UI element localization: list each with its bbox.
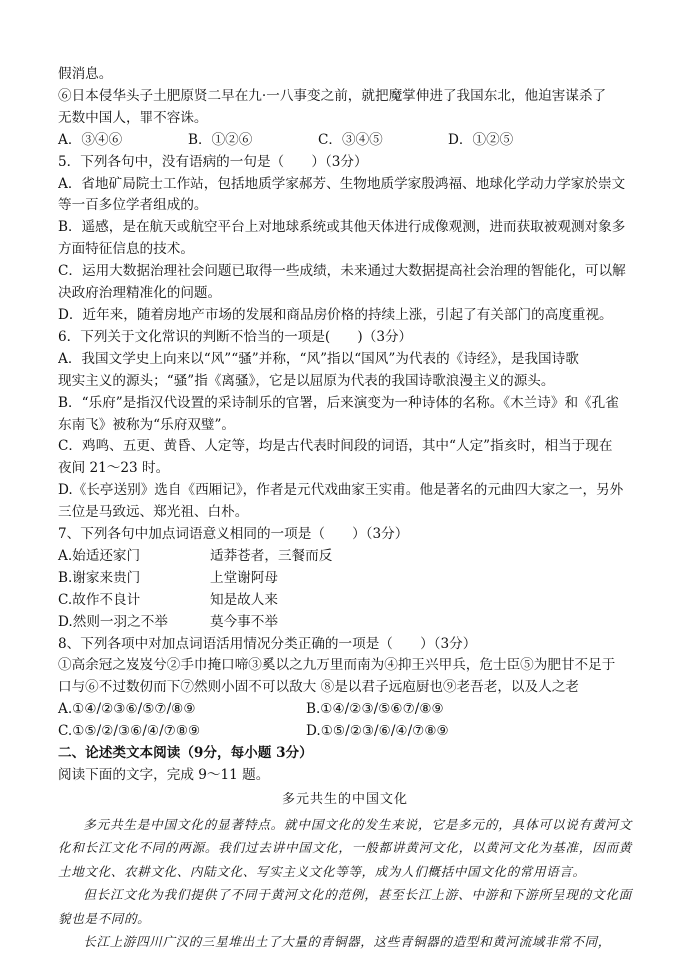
q7-stem: 7、下列各句中加点词语意义相同的一项是（ ）（3分） [58,526,409,543]
article-body [58,813,632,954]
section-heading: 二、论述类文本阅读（9分，每小题 3分） [58,745,313,762]
q5-option-a: A．省地矿局院士工作站，包括地质学家郝芳、生物地质学家殷鸿福、地球化学动力学家於崇文 [58,175,626,192]
q8-text-line: 口与⑥不过数仞而下⑦然则小固不可以敌大 ⑧是以君子远庖厨也⑨老吾老，以及人之老 [58,679,579,696]
q5-option-c: C．运用大数据治理社会问题已取得一些成绩，未来通过大数据提高社会治理的智能化，可以解 [58,263,626,280]
q6-option-a: A．我国文学史上向来以“风”“骚”并称，“风”指以“国风”为代表的《诗经》，是我国诗歌 [58,350,579,367]
text-line: 无数中国人，罪不容诛。 [58,109,208,126]
q5-option-c-cont: 决政府治理精准化的问题。 [58,285,222,302]
article-title: 多元共生的中国文化 [281,791,408,807]
q4-option-c: C．③④⑤ [318,131,383,148]
q7-row-left: C.故作不良计 [58,591,141,608]
q4-options [58,130,632,152]
q8-text-line: ①高余冠之岌岌兮②手巾掩口啼③奚以之九万里而南为④抑王兴甲兵，危士臣⑤为肥甘不足于 [58,657,616,674]
q6-option-d: D.《长亭送别》选自《西厢记》，作者是元代戏曲家王实甫。他是著名的元曲四大家之一，另外 [58,482,624,499]
article-paragraph: 长江上游四川广汉的三星堆出土了大量的青铜器，这些青铜器的造型和黄河流域非常不同， [83,934,611,950]
q6-stem: 6．下列关于文化常识的判断不恰当的一项是( )（3分） [58,328,413,345]
q7-row [58,590,632,612]
q5-stem: 5．下列各句中，没有语病的一句是（ ）（3分） [58,153,368,170]
q7-row-right: 莫今事不举 [210,613,278,630]
q7-row-left: A.始适还家门 [58,547,141,564]
q6-option-b-cont: 东南飞》被称为“乐府双璧”。 [58,416,236,433]
q7-row-right: 适莽苍者，三餐而反 [210,547,333,564]
q7-row [58,568,632,590]
q5-option-a-cont: 等一百多位学者组成的。 [58,197,208,214]
q7-row [58,546,632,568]
q5-option-b-cont: 方面特征信息的技术。 [58,241,194,258]
q7-row-right: 上堂谢阿母 [210,569,278,586]
text-line: ⑥日本侵华头子土肥原贤二早在九·一八事变之前，就把魔掌伸进了我国东北，他迫害谋杀了 [58,87,607,104]
q4-option-a: A．③④⑥ [58,131,123,148]
q8-options [58,699,632,721]
q7-row-left: D.然则一羽之不举 [58,613,168,630]
q6-option-d-cont: 三位是马致远、郑光祖、白朴。 [58,504,249,521]
q4-option-b: B．①②⑥ [188,131,253,148]
q7-row [58,612,632,634]
q5-option-d: D．近年来，随着房地产市场的发展和商品房价格的持续上涨，引起了有关部门的高度重视。 [58,306,613,323]
q6-option-b: B．“乐府”是指汉代设置的采诗制乐的官署，后来演变为一种诗体的名称。《木兰诗》和《孔雀 [58,394,619,411]
q8-option-b: B.①④/②③/⑤⑥⑦/⑧⑨ [306,701,444,718]
q8-option-a: A.①④/②③⑥/⑤⑦/⑧⑨ [58,701,196,718]
q8-options [58,721,632,743]
q4-option-d: D．①②⑤ [448,131,514,148]
text-line: 假消息。 [58,66,113,82]
q8-option-c: C.①⑤/②/③⑥/④/⑦⑧⑨ [58,723,201,740]
article-paragraph: 多元共生是中国文化的显著特点。就中国文化的发生来说，它是多元的，具体可以说有黄河文化和长江文化不同的两源。我们过去讲中国文化，一般都讲黄河文化，以黄河文化为基准，因而黄土地文化、农耕文化、内陆文化、写实主义文化等等，成为人们概括中国文化的常用语言。 [58,816,632,879]
q5-option-b: B．遥感，是在航天或航空平台上对地球系统或其他天体进行成像观测，进而获取被观测对象多 [58,219,626,236]
q6-option-c: C．鸡鸣、五更、黄昏、人定等，均是古代表时间段的词语，其中“人定”指亥时，相当于现在 [58,438,613,455]
q8-stem: 8、下列各项中对加点词语活用情况分类正确的一项是（ ）（3分） [58,635,477,652]
q8-option-d: D.①⑤/②③/⑥/④/⑦⑧⑨ [306,723,449,740]
q7-row-left: B.谢家来贵门 [58,569,141,586]
article-paragraph: 但长江文化为我们提供了不同于黄河文化的范例，甚至长江上游、中游和下游所呈现的文化面貌也是不同的。 [58,887,632,926]
q7-row-right: 知是故人来 [210,591,278,608]
q6-option-a-cont: 现实主义的源头；“骚”指《离骚》，它是以屈原为代表的我国诗歌浪漫主义的源头。 [58,372,555,389]
q6-option-c-cont: 夜间 21～23 时。 [58,460,170,477]
section-instruction: 阅读下面的文字，完成 9～11 题。 [58,767,270,783]
